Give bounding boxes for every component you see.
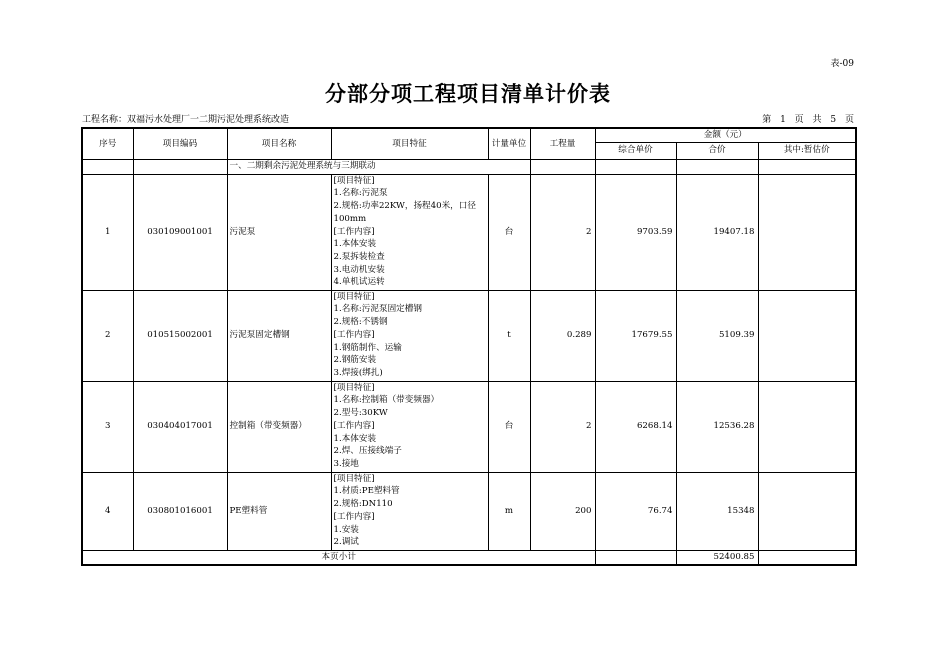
row-unit-price: 6268.14 — [595, 381, 676, 472]
row-total: 19407.18 — [676, 174, 758, 290]
table-row — [82, 174, 856, 290]
feature-line: [项目特征] — [333, 473, 375, 484]
table-row — [82, 290, 856, 381]
header-code: 项目编码 — [133, 128, 227, 159]
feature-line: 2.型号:30KW — [333, 408, 388, 419]
feature-line: 3.电动机安装 — [333, 264, 385, 275]
row-provisional — [758, 381, 856, 472]
header-feature: 项目特征 — [331, 128, 488, 159]
row-qty: 200 — [530, 472, 595, 550]
row-total: 5109.39 — [676, 290, 758, 381]
project-name: 双福污水处理厂一二期污泥处理系统改造 — [127, 115, 290, 125]
row-total: 15348 — [676, 472, 758, 550]
row-unit-price: 9703.59 — [595, 174, 676, 290]
row-provisional — [758, 174, 856, 290]
feature-line: [项目特征] — [333, 291, 375, 302]
row-total: 12536.28 — [676, 381, 758, 472]
row-features — [331, 174, 488, 290]
page-info: 第 1 页 共 5 页 — [762, 115, 854, 125]
feature-line: 1.本体安装 — [333, 239, 377, 250]
row-features — [331, 290, 488, 381]
section-row — [82, 159, 856, 174]
row-name: 污泥泵 — [227, 174, 331, 290]
row-seq: 4 — [82, 472, 133, 550]
table-row — [82, 381, 856, 472]
row-unit: t — [488, 290, 530, 381]
feature-line: 1.本体安装 — [333, 433, 377, 444]
header-unit-price: 综合单价 — [595, 142, 676, 159]
feature-line: 1.名称:控制箱（带变频器） — [333, 395, 440, 406]
pricing-table — [81, 127, 857, 566]
header-qty: 工程量 — [530, 128, 595, 159]
feature-line: 2.泵拆装检查 — [333, 251, 385, 262]
row-provisional — [758, 290, 856, 381]
feature-line: 2.规格:DN110 — [333, 499, 393, 510]
row-features — [331, 381, 488, 472]
form-code: 表-09 — [830, 59, 854, 69]
feature-line: 1.材质:PE塑料管 — [333, 486, 400, 497]
row-features — [331, 472, 488, 550]
row-name: 控制箱（带变频器） — [227, 381, 331, 472]
row-unit-price: 76.74 — [595, 472, 676, 550]
feature-line: 3.接地 — [333, 458, 359, 469]
row-unit-price: 17679.55 — [595, 290, 676, 381]
feature-line: 2.钢筋安装 — [333, 355, 377, 366]
header-provisional: 其中:暂估价 — [758, 142, 856, 159]
header-name: 项目名称 — [227, 128, 331, 159]
feature-line: 1.安装 — [333, 524, 359, 535]
subtotal-total: 52400.85 — [676, 550, 758, 565]
feature-line: 2.调试 — [333, 537, 359, 548]
feature-line: 2.规格:功率22KW，扬程40米，口径100mm — [333, 201, 476, 224]
header-amount: 金额（元） — [595, 128, 856, 142]
feature-line: [工作内容] — [333, 420, 375, 431]
feature-line: 1.名称:污泥泵 — [333, 188, 388, 199]
section-title: 一、二期剩余污泥处理系统与三期联动 — [227, 159, 530, 174]
feature-line: 2.规格:不锈钢 — [333, 317, 388, 328]
feature-line: [工作内容] — [333, 226, 375, 237]
row-unit: 台 — [488, 381, 530, 472]
row-qty: 2 — [530, 174, 595, 290]
row-unit: m — [488, 472, 530, 550]
row-code: 030109001001 — [133, 174, 227, 290]
header-total: 合价 — [676, 142, 758, 159]
feature-line: 4.单机试运转 — [333, 277, 385, 288]
feature-line: [工作内容] — [333, 329, 375, 340]
row-seq: 2 — [82, 290, 133, 381]
row-unit: 台 — [488, 174, 530, 290]
page-title: 分部分项工程项目清单计价表 — [325, 81, 611, 106]
table-row — [82, 472, 856, 550]
feature-line: [工作内容] — [333, 511, 375, 522]
project-label: 工程名称： — [82, 115, 128, 125]
header-unit: 计量单位 — [488, 128, 530, 159]
feature-line: 1.钢筋制作、运输 — [333, 342, 402, 353]
row-provisional — [758, 472, 856, 550]
row-code: 010515002001 — [133, 290, 227, 381]
row-name: PE塑料管 — [227, 472, 331, 550]
row-name: 污泥泵固定槽钢 — [227, 290, 331, 381]
project-line — [82, 112, 289, 125]
row-seq: 1 — [82, 174, 133, 290]
feature-line: 1.名称:污泥泵固定槽钢 — [333, 304, 422, 315]
header-seq: 序号 — [82, 128, 133, 159]
feature-line: [项目特征] — [333, 175, 375, 186]
feature-line: 3.焊接(绑扎) — [333, 367, 383, 378]
row-seq: 3 — [82, 381, 133, 472]
feature-line: 2.焊、压接线端子 — [333, 446, 402, 457]
subtotal-row — [82, 550, 856, 565]
row-code: 030801016001 — [133, 472, 227, 550]
feature-line: [项目特征] — [333, 382, 375, 393]
row-qty: 2 — [530, 381, 595, 472]
row-qty: 0.289 — [530, 290, 595, 381]
row-code: 030404017001 — [133, 381, 227, 472]
subtotal-label: 本页小计 — [82, 550, 595, 565]
